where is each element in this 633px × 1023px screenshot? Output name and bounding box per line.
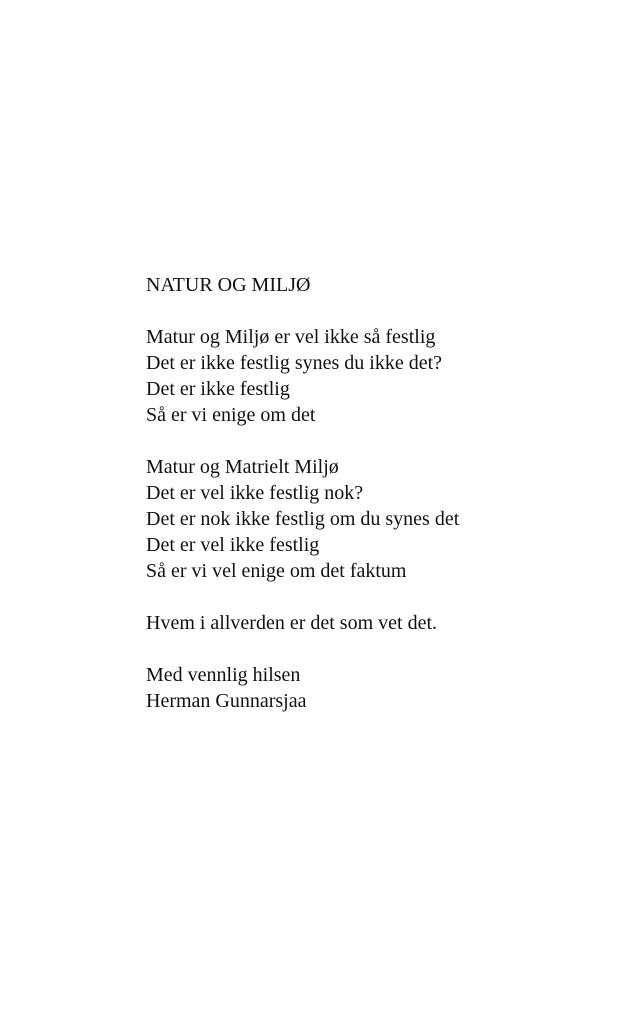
closing-greeting: Med vennlig hilsen — [146, 664, 301, 686]
stanza-3 — [146, 610, 606, 636]
stanza-2 — [146, 454, 606, 584]
poem-line: Matur og Miljø er vel ikke så festlig — [146, 326, 436, 348]
stanza-1 — [146, 324, 606, 428]
poem-text — [146, 272, 606, 714]
closing — [146, 662, 606, 714]
poem-line: Det er vel ikke festlig — [146, 534, 320, 556]
poem-line: Det er ikke festlig — [146, 378, 290, 400]
poem-line: Det er nok ikke festlig om du synes det — [146, 508, 460, 530]
poem-line: Det er vel ikke festlig nok? — [146, 482, 364, 504]
closing-signature: Herman Gunnarsjaa — [146, 690, 307, 712]
poem-title: NATUR OG MILJØ — [146, 274, 311, 296]
poem-line: Så er vi enige om det — [146, 404, 316, 426]
poem-line: Så er vi vel enige om det faktum — [146, 560, 407, 582]
poem-line: Det er ikke festlig synes du ikke det? — [146, 352, 443, 374]
poem-line: Matur og Matrielt Miljø — [146, 456, 339, 478]
poem-line: Hvem i allverden er det som vet det. — [146, 612, 438, 634]
